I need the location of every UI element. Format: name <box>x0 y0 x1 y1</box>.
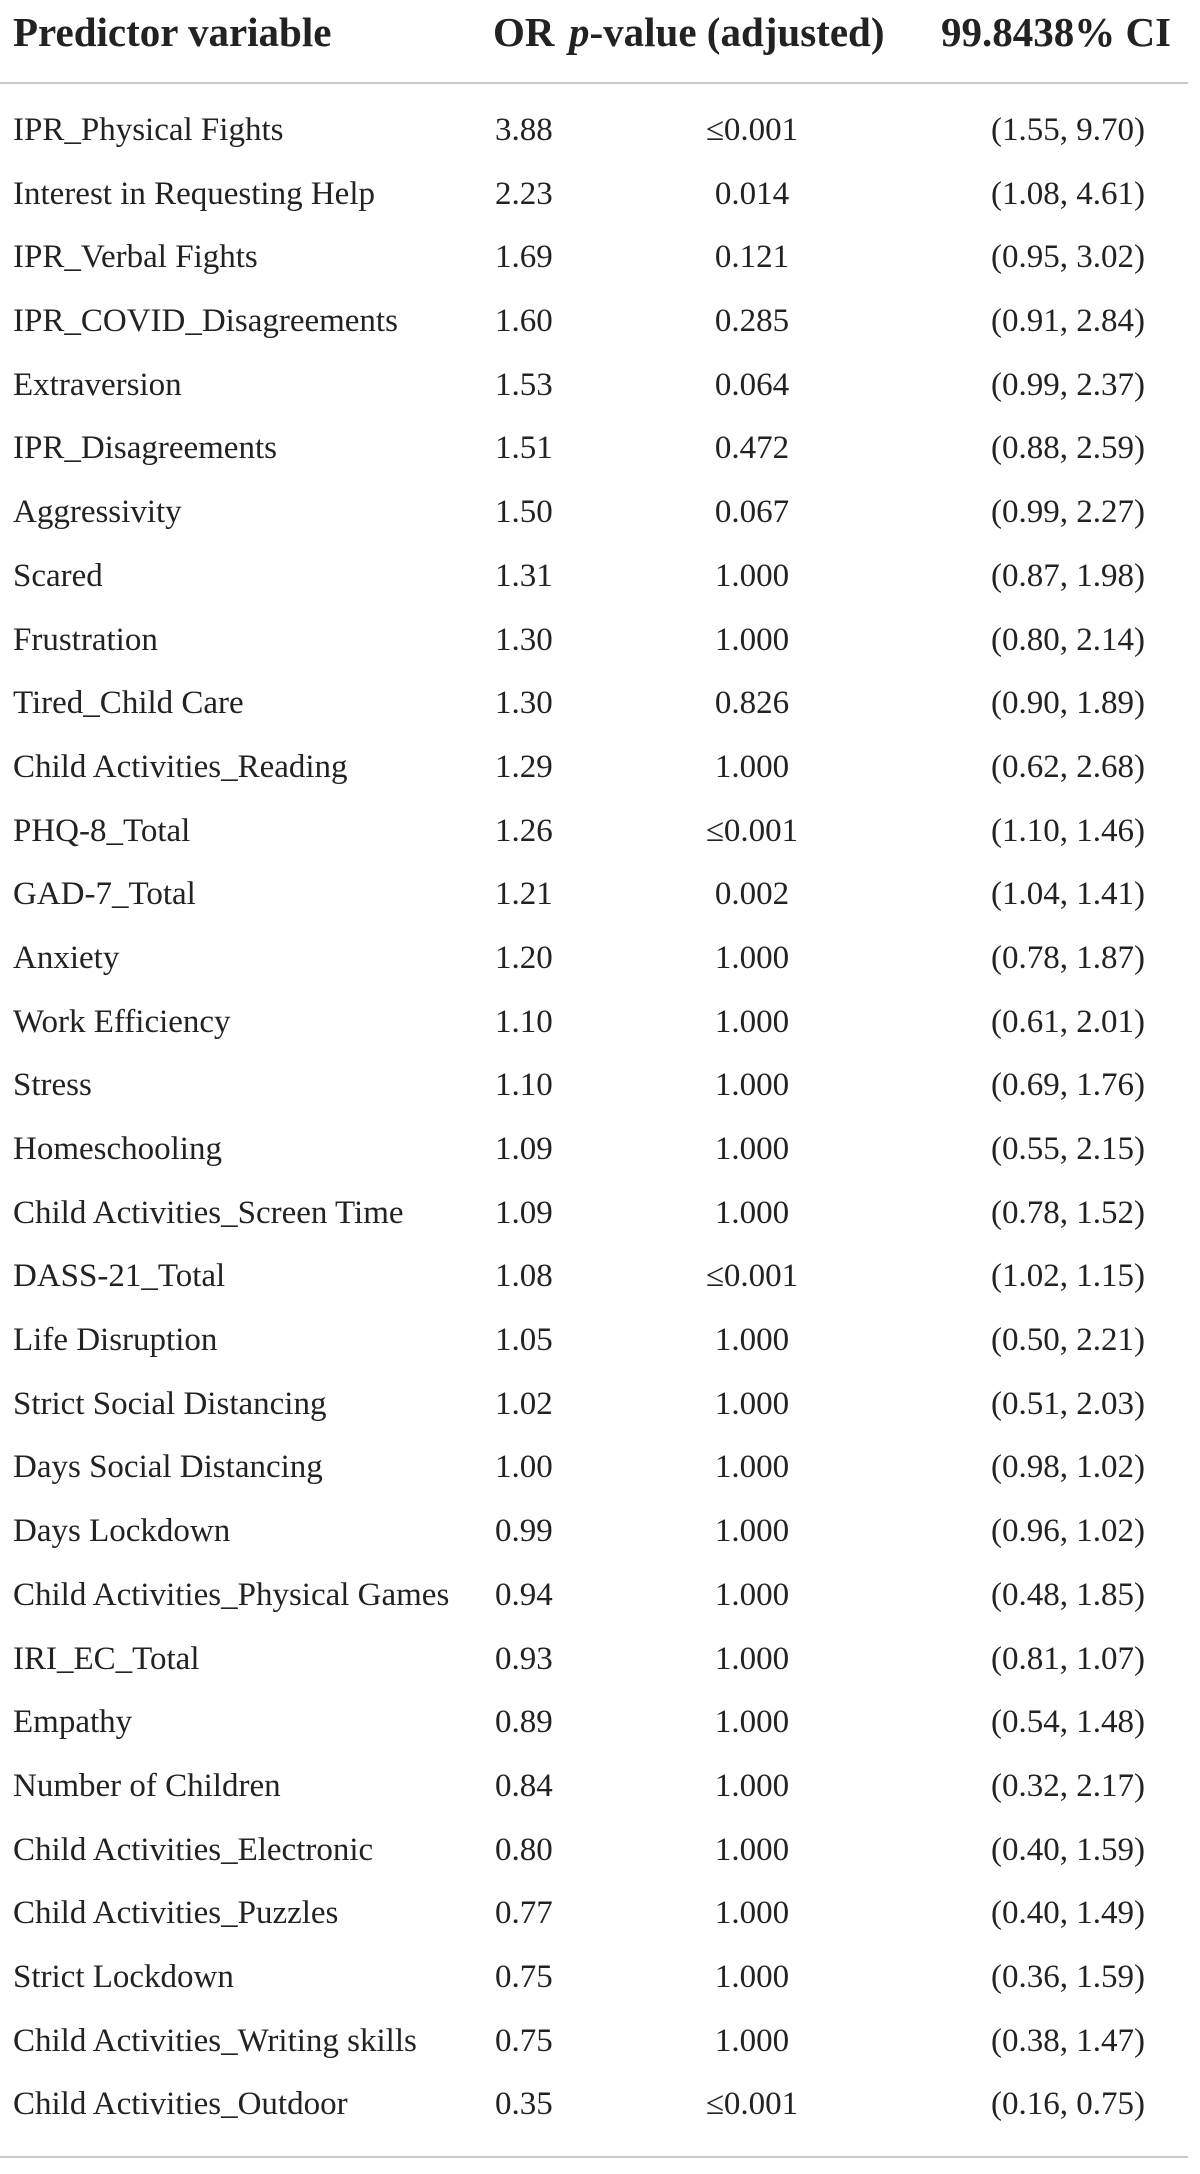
predictor-cell: GAD-7_Total <box>13 876 196 913</box>
odds-ratio-cell: 1.21 <box>495 876 553 913</box>
p-value-cell: 0.826 <box>714 685 790 722</box>
p-value-cell: 1.000 <box>714 2022 790 2059</box>
confidence-interval-cell: (0.90, 1.89) <box>991 685 1145 722</box>
table-row <box>0 488 1200 552</box>
odds-ratio-cell: 1.02 <box>495 1385 553 1422</box>
table-row <box>0 233 1200 297</box>
table-row <box>0 870 1200 934</box>
p-value-cell: 0.064 <box>714 366 790 403</box>
odds-ratio-cell: 1.09 <box>495 1194 553 1231</box>
p-value-cell: 1.000 <box>714 1067 790 1104</box>
confidence-interval-cell: (0.48, 1.85) <box>991 1576 1145 1613</box>
p-value-cell: 1.000 <box>714 1449 790 1486</box>
table-body <box>0 106 1200 2144</box>
table-row <box>0 106 1200 170</box>
p-value-cell: 0.285 <box>714 303 790 340</box>
p-value-cell: ≤0.001 <box>705 112 799 148</box>
p-value-cell: 1.000 <box>714 1131 790 1167</box>
confidence-interval-cell: (0.78, 1.87) <box>991 939 1145 976</box>
confidence-interval-cell: (1.02, 1.15) <box>991 1258 1145 1295</box>
predictor-cell: Homeschooling <box>13 1131 222 1167</box>
predictor-cell: Strict Lockdown <box>13 1958 234 1995</box>
table-row <box>0 1380 1200 1444</box>
predictor-cell: Child Activities_Writing skills <box>13 2022 417 2059</box>
predictor-cell: Aggressivity <box>13 494 182 531</box>
odds-ratio-cell: 1.09 <box>495 1131 553 1167</box>
confidence-interval-cell: (0.78, 1.52) <box>991 1194 1145 1231</box>
p-value-cell: 0.472 <box>714 430 790 467</box>
odds-ratio-cell: 2.23 <box>495 175 553 212</box>
confidence-interval-cell: (0.91, 2.84) <box>991 303 1145 340</box>
table-row <box>0 1953 1200 2017</box>
confidence-interval-cell: (0.51, 2.03) <box>991 1385 1145 1422</box>
table-row <box>0 1443 1200 1507</box>
odds-ratio-cell: 1.60 <box>495 303 553 340</box>
confidence-interval-cell: (1.10, 1.46) <box>991 812 1145 849</box>
confidence-interval-cell: (0.87, 1.98) <box>991 557 1145 594</box>
header-p-value <box>569 8 884 56</box>
predictor-cell: Days Lockdown <box>13 1513 231 1550</box>
predictor-cell: IPR_Physical Fights <box>13 112 284 148</box>
table-row <box>0 1698 1200 1762</box>
predictor-cell: PHQ-8_Total <box>13 812 191 849</box>
predictor-cell: Number of Children <box>13 1767 281 1804</box>
confidence-interval-cell: (0.40, 1.59) <box>991 1831 1145 1868</box>
p-value-cell: 1.000 <box>714 1895 790 1932</box>
confidence-interval-cell: (0.96, 1.02) <box>991 1513 1145 1550</box>
table-row <box>0 424 1200 488</box>
odds-ratio-cell: 1.30 <box>495 685 553 722</box>
predictor-cell: Child Activities_Physical Games <box>13 1576 450 1613</box>
odds-ratio-cell: 1.10 <box>495 1067 553 1104</box>
p-value-cell: 1.000 <box>714 748 790 785</box>
odds-ratio-cell: 1.08 <box>495 1258 553 1295</box>
odds-ratio-cell: 1.30 <box>495 621 553 658</box>
header-odds-ratio: OR <box>493 9 555 55</box>
odds-ratio-cell: 1.51 <box>495 430 553 467</box>
p-value-cell: 1.000 <box>714 1958 790 1995</box>
confidence-interval-cell: (0.16, 0.75) <box>991 2086 1145 2123</box>
predictor-cell: IPR_Disagreements <box>13 430 277 467</box>
p-value-cell: ≤0.001 <box>705 1258 799 1295</box>
table-row <box>0 361 1200 425</box>
p-value-cell: 0.002 <box>714 876 790 913</box>
odds-ratio-cell: 0.35 <box>495 2086 553 2123</box>
p-value-cell: 0.121 <box>714 239 790 276</box>
predictor-cell: Frustration <box>13 621 158 658</box>
p-value-cell: 1.000 <box>714 1576 790 1613</box>
table-bottom-divider <box>0 2156 1188 2158</box>
confidence-interval-cell: (0.80, 2.14) <box>991 621 1145 658</box>
predictor-cell: Empathy <box>13 1704 133 1741</box>
table-row <box>0 1061 1200 1125</box>
odds-ratio-cell: 0.89 <box>495 1704 553 1741</box>
confidence-interval-cell: (0.36, 1.59) <box>991 1958 1145 1995</box>
table-row <box>0 807 1200 871</box>
header-confidence-interval: 99.8438% CI <box>941 9 1172 55</box>
odds-ratio-cell: 1.50 <box>495 494 553 531</box>
confidence-interval-cell: (0.99, 2.27) <box>991 494 1145 531</box>
p-value-cell: 1.000 <box>714 1831 790 1868</box>
predictor-cell: Strict Social Distancing <box>13 1385 327 1422</box>
header-predictor-variable: Predictor variable <box>13 9 332 55</box>
odds-ratio-cell: 1.29 <box>495 748 553 785</box>
odds-ratio-cell: 1.20 <box>495 939 553 976</box>
table-row <box>0 1635 1200 1699</box>
odds-ratio-cell: 1.05 <box>495 1322 553 1359</box>
p-value-cell: 1.000 <box>714 557 790 594</box>
predictor-cell: Child Activities_Screen Time <box>13 1194 404 1231</box>
predictor-cell: Days Social Distancing <box>13 1449 323 1486</box>
odds-ratio-cell: 0.77 <box>495 1895 553 1932</box>
p-value-cell: 1.000 <box>714 1322 790 1359</box>
table-row <box>0 1125 1200 1189</box>
predictor-cell: Child Activities_Electronic <box>13 1831 374 1868</box>
table-row <box>0 1762 1200 1826</box>
predictor-cell: Child Activities_Outdoor <box>13 2086 348 2123</box>
table-row <box>0 297 1200 361</box>
header-p-italic: p <box>569 9 590 55</box>
predictor-cell: Tired_Child Care <box>13 685 244 722</box>
predictor-cell: IPR_Verbal Fights <box>13 239 258 276</box>
header-divider <box>0 82 1188 84</box>
table-row <box>0 1252 1200 1316</box>
confidence-interval-cell: (0.98, 1.02) <box>991 1449 1145 1486</box>
p-value-cell: 1.000 <box>714 1704 790 1741</box>
confidence-interval-cell: (0.55, 2.15) <box>991 1131 1145 1167</box>
odds-ratio-cell: 3.88 <box>495 112 553 148</box>
odds-ratio-cell: 0.99 <box>495 1513 553 1550</box>
confidence-interval-cell: (0.40, 1.49) <box>991 1895 1145 1932</box>
table-row <box>0 1189 1200 1253</box>
confidence-interval-cell: (1.04, 1.41) <box>991 876 1145 913</box>
confidence-interval-cell: (1.55, 9.70) <box>991 112 1145 148</box>
predictor-cell: Anxiety <box>13 939 120 976</box>
odds-ratio-cell: 1.00 <box>495 1449 553 1486</box>
confidence-interval-cell: (0.62, 2.68) <box>991 748 1145 785</box>
confidence-interval-cell: (0.61, 2.01) <box>991 1003 1145 1040</box>
predictor-cell: Stress <box>13 1067 92 1104</box>
p-value-cell: 0.014 <box>714 175 790 212</box>
p-value-cell: 1.000 <box>714 1640 790 1677</box>
table-row <box>0 1316 1200 1380</box>
odds-ratio-cell: 1.26 <box>495 812 553 849</box>
p-value-cell: 1.000 <box>714 1194 790 1231</box>
predictor-cell: Interest in Requesting Help <box>13 175 376 212</box>
table-row <box>0 743 1200 807</box>
p-value-cell: 1.000 <box>714 1513 790 1550</box>
predictor-cell: Scared <box>13 557 103 594</box>
predictor-cell: Life Disruption <box>13 1322 218 1359</box>
table-row <box>0 1507 1200 1571</box>
confidence-interval-cell: (0.54, 1.48) <box>991 1704 1145 1741</box>
predictor-cell: Child Activities_Reading <box>13 748 348 785</box>
p-value-cell: ≤0.001 <box>705 2086 799 2123</box>
header-p-rest: -value (adjusted) <box>589 9 885 55</box>
table-row <box>0 679 1200 743</box>
confidence-interval-cell: (0.99, 2.37) <box>991 366 1145 403</box>
p-value-cell: 0.067 <box>714 494 790 531</box>
p-value-cell: 1.000 <box>714 1003 790 1040</box>
odds-ratio-cell: 0.84 <box>495 1767 553 1804</box>
table-row <box>0 616 1200 680</box>
odds-ratio-cell: 0.80 <box>495 1831 553 1868</box>
confidence-interval-cell: (0.38, 1.47) <box>991 2022 1145 2059</box>
confidence-interval-cell: (0.95, 3.02) <box>991 239 1145 276</box>
confidence-interval-cell: (1.08, 4.61) <box>991 175 1145 212</box>
predictor-cell: DASS-21_Total <box>13 1258 226 1295</box>
p-value-cell: ≤0.001 <box>705 812 799 849</box>
confidence-interval-cell: (0.81, 1.07) <box>991 1640 1145 1677</box>
table-header <box>0 0 1200 80</box>
table-row <box>0 1571 1200 1635</box>
predictor-cell: Child Activities_Puzzles <box>13 1895 339 1932</box>
odds-ratio-cell: 0.75 <box>495 1958 553 1995</box>
confidence-interval-cell: (0.88, 2.59) <box>991 430 1145 467</box>
predictor-cell: IPR_COVID_Disagreements <box>13 303 398 340</box>
odds-ratio-cell: 1.10 <box>495 1003 553 1040</box>
table-row <box>0 2017 1200 2081</box>
table-row <box>0 998 1200 1062</box>
table-row <box>0 1889 1200 1953</box>
odds-ratio-cell: 0.94 <box>495 1576 553 1613</box>
confidence-interval-cell: (0.32, 2.17) <box>991 1767 1145 1804</box>
p-value-cell: 1.000 <box>714 1767 790 1804</box>
table-row <box>0 934 1200 998</box>
odds-ratio-cell: 1.53 <box>495 366 553 403</box>
odds-ratio-cell: 0.93 <box>495 1640 553 1677</box>
predictor-cell: Work Efficiency <box>13 1003 231 1040</box>
predictor-cell: IRI_EC_Total <box>13 1640 200 1677</box>
odds-ratio-cell: 1.69 <box>495 239 553 276</box>
odds-ratio-cell: 0.75 <box>495 2022 553 2059</box>
odds-ratio-cell: 1.31 <box>495 557 553 594</box>
p-value-cell: 1.000 <box>714 939 790 976</box>
confidence-interval-cell: (0.69, 1.76) <box>991 1067 1145 1104</box>
table-row <box>0 1826 1200 1890</box>
table-row <box>0 552 1200 616</box>
table-row <box>0 170 1200 234</box>
table-row <box>0 2080 1200 2144</box>
p-value-cell: 1.000 <box>714 621 790 658</box>
p-value-cell: 1.000 <box>714 1385 790 1422</box>
confidence-interval-cell: (0.50, 2.21) <box>991 1322 1145 1359</box>
predictor-cell: Extraversion <box>13 366 182 403</box>
